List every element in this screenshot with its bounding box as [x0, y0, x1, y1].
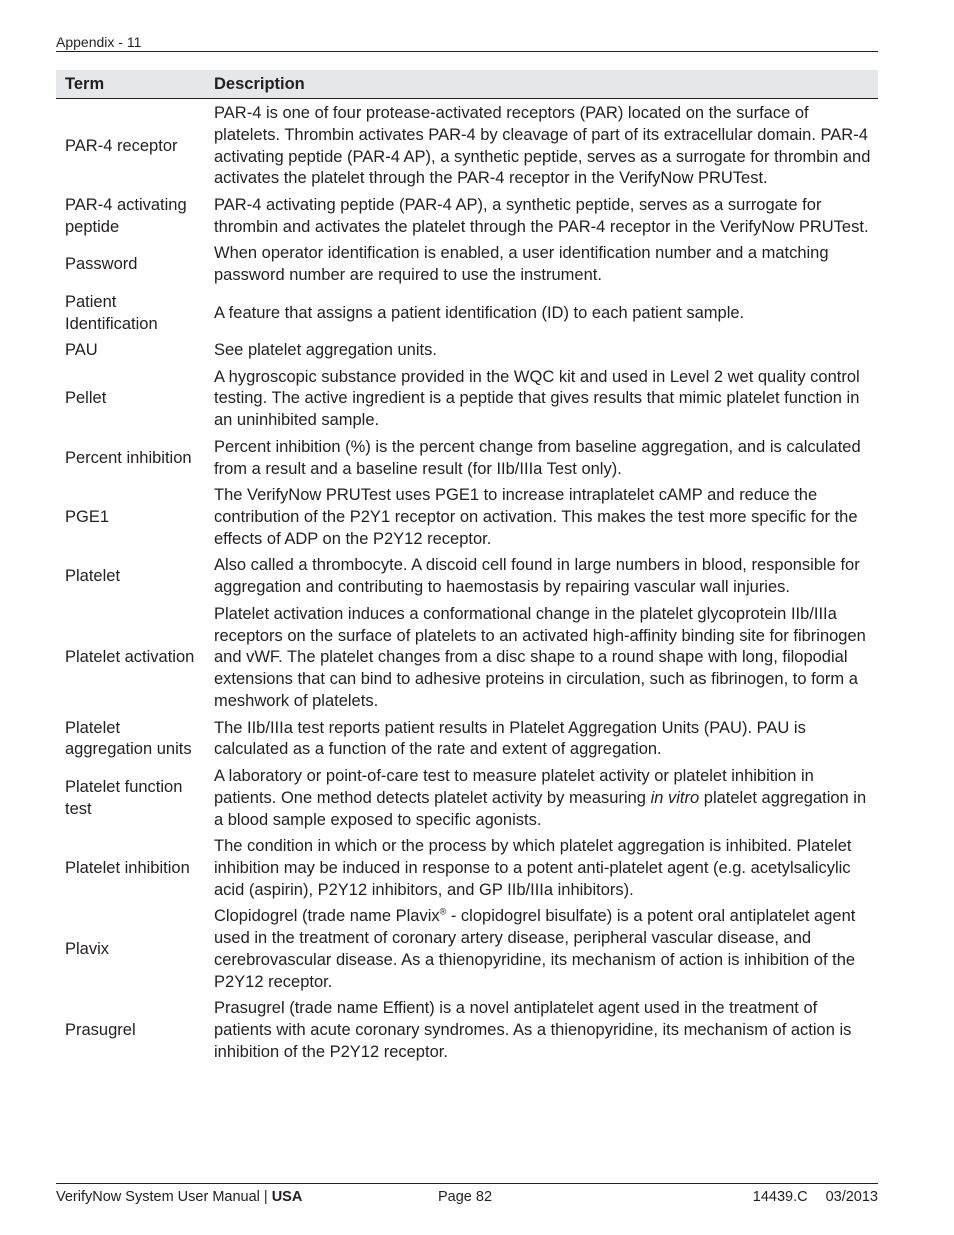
glossary-table — [56, 70, 878, 1066]
registered-mark: ® — [439, 906, 447, 917]
term-cell: Password — [65, 255, 138, 274]
table-row — [56, 764, 878, 834]
term-cell: Platelet function test — [65, 777, 183, 818]
table-row — [56, 289, 878, 337]
table-row — [56, 601, 878, 715]
term-cell: Platelet activation — [65, 648, 195, 667]
description-cell: PAR-4 activating peptide (PAR-4 AP), a synthetic peptide, serves as a surrogate for thrombin and activates the platelet through the PAR-4 receptor in the VerifyNow PRUTest. — [214, 195, 869, 236]
footer-doc-info — [753, 1189, 878, 1206]
table-row — [56, 241, 878, 289]
table-row — [56, 338, 878, 365]
table-row — [56, 193, 878, 241]
description-cell: See platelet aggregation units. — [214, 341, 437, 360]
description-text: A laboratory or point-of-care test to measure platelet activity or platelet inhibition in patients. One method detects platelet activity by measuring — [214, 766, 814, 807]
doc-number: 14439.C — [752, 1189, 808, 1205]
term-cell: Pellet — [65, 389, 107, 408]
description-cell — [206, 904, 878, 996]
table-row — [56, 483, 878, 553]
table-header-row — [56, 70, 878, 99]
description-cell: Prasugrel (trade name Effient) is a novel antiplatelet agent used in the treatment of patients with acute coronary syndromes. As a thienopyridine, its mechanism of action is inhibition of the P2Y12 receptor. — [214, 999, 852, 1061]
footer-divider — [56, 1183, 878, 1184]
description-cell: A feature that assigns a patient identification (ID) to each patient sample. — [214, 303, 745, 322]
column-header-description: Description — [206, 70, 878, 99]
description-cell: Also called a thrombocyte. A discoid cell found in large numbers in blood, responsible for aggregation and contributing to haemostasis by repairing vascular wall injuries. — [214, 556, 860, 597]
term-cell: PAR-4 receptor — [65, 136, 178, 155]
country-label: USA — [271, 1189, 303, 1205]
description-cell: The IIb/IIIa test reports patient results in Platelet Aggregation Units (PAU). PAU is calculated as a function of the rate and extent of aggregation. — [214, 718, 806, 759]
table-row — [56, 99, 878, 193]
description-cell: PAR-4 is one of four protease-activated receptors (PAR) located on the surface of platelets. Thrombin activates PAR-4 by cleavage of part of its extracellular domain. PAR-4 activating peptide (PAR-4 AP), a synthetic peptide, serves as a surrogate for thrombin and activates the platelet through the PAR-4 receptor in the VerifyNow PRUTest. — [214, 104, 871, 188]
term-cell: Platelet aggregation units — [65, 718, 192, 759]
header-divider — [56, 51, 878, 52]
description-cell — [206, 764, 878, 834]
page-number: Page 82 — [438, 1189, 493, 1205]
page-section-label: Appendix - 11 — [56, 34, 142, 50]
table-row — [56, 553, 878, 601]
term-cell: PAR-4 activating peptide — [65, 195, 187, 236]
manual-title: VerifyNow System User Manual | — [56, 1189, 272, 1205]
table-row — [56, 715, 878, 763]
term-cell: Patient Identification — [65, 292, 158, 333]
term-cell: PAU — [65, 341, 98, 360]
table-row — [56, 904, 878, 996]
footer-manual-title — [56, 1189, 302, 1206]
italic-term: in vitro — [650, 788, 700, 807]
description-cell: The VerifyNow PRUTest uses PGE1 to increase intraplatelet cAMP and reduce the contribution of the P2Y1 receptor on activation. This makes the test more specific for the effects of ADP on the P2Y12 receptor. — [214, 486, 858, 548]
description-text: platelet aggregation in a blood sample exposed to specific agonists. — [214, 788, 867, 829]
doc-date: 03/2013 — [825, 1189, 878, 1205]
table-row — [56, 834, 878, 904]
table-row — [56, 996, 878, 1066]
column-header-term: Term — [56, 70, 206, 99]
table-row — [56, 434, 878, 482]
description-text: - clopidogrel bisulfate) is a potent oral antiplatelet agent used in the treatment of coronary artery disease, peripheral vascular disease, and cerebrovascular disease. As a thienopyridine, its mechanism of action is inhibition of the P2Y12 receptor. — [214, 907, 856, 991]
term-cell: Percent inhibition — [65, 448, 192, 467]
term-cell: Platelet — [65, 567, 121, 586]
description-text: Clopidogrel (trade name Plavix — [214, 907, 440, 926]
term-cell: PGE1 — [65, 508, 110, 527]
term-cell: Plavix — [65, 939, 110, 958]
description-cell: Percent inhibition (%) is the percent change from baseline aggregation, and is calculated from a result and a baseline result (for IIb/IIIa Test only). — [214, 437, 861, 478]
description-cell: Platelet activation induces a conformational change in the platelet glycoprotein IIb/IIIa receptors on the surface of platelets to an activated high-affinity binding site for fibrinogen and vWF. The platelet changes from a disc shape to a round shape with long, filopodial extensions that can bind to adhesive proteins in circulation, such as fibrinogen, to form a meshwork of platelets. — [214, 604, 866, 710]
description-cell: When operator identification is enabled, a user identification number and a matching password number are required to use the instrument. — [214, 244, 829, 285]
table-row — [56, 364, 878, 434]
description-cell: The condition in which or the process by which platelet aggregation is inhibited. Platelet inhibition may be induced in response to a potent anti-platelet agent (e.g. acetylsalicylic acid (aspirin), P2Y12 inhibitors, and GP IIb/IIIa inhibitors). — [214, 837, 852, 899]
description-cell: A hygroscopic substance provided in the WQC kit and used in Level 2 wet quality control testing. The active ingredient is a peptide that gives results that mimic platelet function in an uninhibited sample. — [214, 367, 860, 430]
term-cell: Prasugrel — [65, 1021, 136, 1040]
term-cell: Platelet inhibition — [65, 858, 190, 877]
